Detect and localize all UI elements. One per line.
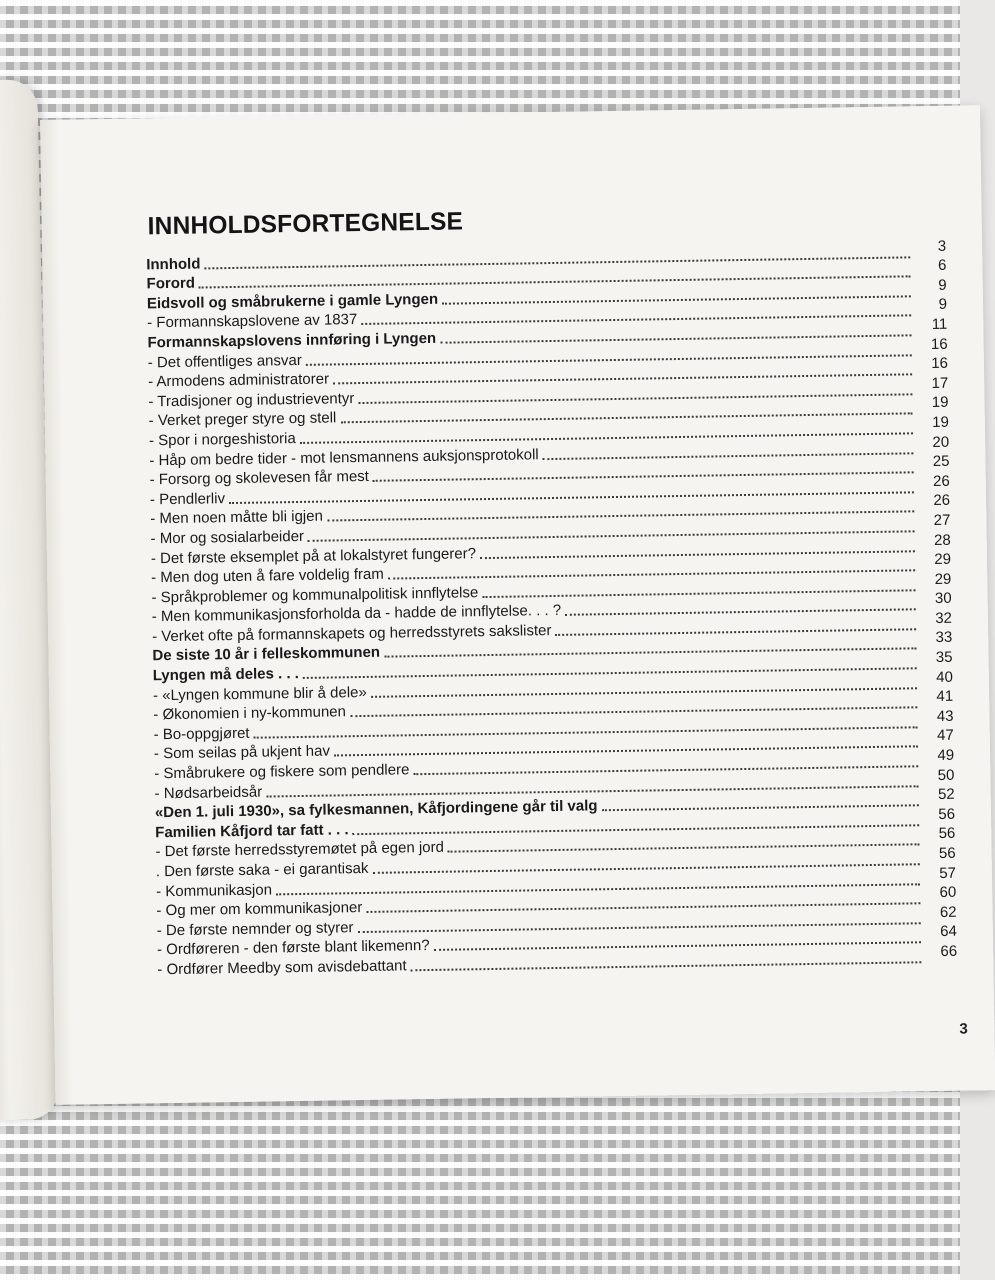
toc-entry-title: - Formannskapslovene av 1837	[147, 311, 358, 332]
toc-entry-page: 6	[937, 256, 947, 275]
toc-entry-title: - Økonomien i ny-kommunen	[153, 703, 347, 724]
toc-entry-title: - Ordfører Meedby som avisdebattant	[157, 957, 407, 979]
toc-entry-title: - Håp om bedre tider - mot lensmannens auksjonsprotokoll	[149, 445, 539, 469]
toc-entry-page: 56	[938, 844, 956, 862]
toc-entry-page: 40	[936, 668, 953, 686]
toc-entry-title: - Det første eksemplet på at lokalstyret fungerer?	[150, 544, 477, 567]
toc-entry-title: - Det første herredsstyremøtet på egen jord	[155, 839, 445, 861]
toc-entry-title: Lyngen må deles . . .	[152, 665, 300, 685]
toc-entry-title: «Den 1. juli 1930», sa fylkesmannen, Kåfjordingene går til valg	[154, 797, 598, 822]
toc-entry-title: - Mor og sosialarbeider	[150, 527, 305, 548]
toc-entry-title: De siste 10 år i felleskommunen	[152, 644, 381, 665]
toc-entry-title: - Pendlerliv	[149, 489, 226, 509]
book-page	[40, 105, 995, 1105]
toc-entry-title: - Tradisjoner og industrieventyr	[148, 389, 355, 411]
toc-entry-page: 16	[930, 335, 948, 353]
toc-entry-page: 60	[939, 883, 957, 902]
toc-entry-page: 43	[936, 707, 954, 725]
toc-entry-title: Innhold	[146, 255, 201, 273]
toc-entry-page: 57	[939, 864, 957, 882]
toc-entry-title: - Spor i norgeshistoria	[148, 429, 296, 450]
toc-leader-dots	[411, 959, 922, 971]
toc-entry-title: . Den første saka - ei garantisak	[155, 859, 369, 881]
toc-list	[146, 237, 958, 979]
toc-entry-title: Forord	[146, 274, 196, 293]
toc-entry-title: - Og mer om kommunikasjoner	[156, 899, 363, 920]
toc-entry-page: 29	[934, 550, 952, 569]
toc-entry-page: 26	[932, 472, 950, 490]
toc-entry-page: 50	[937, 766, 955, 784]
table-of-contents	[145, 200, 957, 978]
toc-entry-title: - Forsorg og skolevesen får mest	[149, 468, 370, 489]
toc-entry-page: 26	[933, 492, 951, 510]
toc-entry-page: 33	[935, 629, 953, 647]
toc-entry-title: - Men noen måtte bli igjen	[150, 507, 324, 528]
toc-entry-page: 19	[932, 413, 949, 431]
toc-entry-title: - De første nemnder og styrer	[156, 918, 354, 940]
toc-entry-page: 62	[939, 903, 957, 921]
toc-entry-title: - Verket preger styre og stell	[148, 409, 337, 430]
toc-entry-title: - Som seilas på ukjent hav	[153, 742, 331, 763]
toc-entry-title: - Språkproblemer og kommunalpolitisk innflytelse	[151, 583, 479, 606]
toc-entry-title: - Bo-oppgjøret	[153, 724, 250, 744]
toc-entry-title: - Ordføreren - den første blant likemenn?	[156, 937, 430, 959]
toc-entry-page: 27	[933, 511, 951, 529]
toc-entry-page: 56	[938, 825, 956, 843]
toc-title: INNHOLDSFORTEGNELSE	[147, 207, 464, 241]
page-number: 3	[959, 1020, 968, 1038]
toc-entry-title: - «Lyngen kommune blir å dele»	[152, 683, 367, 704]
toc-entry-page: 17	[931, 374, 949, 392]
toc-entry-title: - Kommunikasjon	[155, 881, 273, 900]
toc-entry-title: - Småbrukere og fiskere som pendlere	[154, 761, 410, 783]
toc-entry-page: 52	[937, 785, 955, 804]
toc-entry-page: 25	[932, 452, 950, 471]
toc-entry-page: 35	[935, 648, 953, 667]
toc-entry-page: 9	[938, 276, 947, 294]
toc-entry-title: Formannskapslovens innføring i Lyngen	[147, 329, 437, 352]
toc-entry-page: 30	[934, 590, 952, 608]
toc-entry-page: 64	[940, 923, 957, 941]
toc-entry-page: 41	[936, 687, 954, 706]
toc-entry-page: 28	[933, 531, 951, 549]
toc-entry-page: 19	[931, 394, 949, 412]
toc-entry-title: Familien Kåfjord tar fatt . . .	[155, 821, 349, 842]
toc-entry-title: Eidsvoll og småbrukerne i gamle Lyngen	[146, 290, 439, 313]
toc-entry-page: 29	[934, 570, 952, 588]
toc-entry-page: 66	[940, 942, 958, 960]
toc-entry-page: 3	[937, 237, 947, 255]
toc-entry-page: 47	[936, 727, 954, 745]
toc-entry-page: 56	[938, 805, 956, 823]
toc-entry-page: 16	[931, 354, 949, 373]
toc-entry-title: - Men kommunikasjonsforholda da - hadde de innflytelse. . . ?	[151, 602, 562, 626]
toc-entry-title: - Armodens administratorer	[147, 370, 330, 391]
toc-entry-title: - Men dog uten å fare voldelig fram	[151, 565, 384, 587]
toc-entry-page: 11	[931, 315, 948, 333]
toc-entry-title: - Det offentliges ansvar	[147, 351, 302, 371]
toc-entry-page: 32	[935, 609, 953, 627]
toc-entry-title: - Nødsarbeidsår	[154, 783, 263, 802]
toc-entry-page: 9	[938, 296, 948, 314]
toc-entry-page: 49	[937, 746, 955, 765]
toc-entry-title: - Verket ofte på formannskapets og herredsstyrets sakslister	[151, 621, 552, 646]
toc-entry-page: 20	[932, 433, 950, 451]
